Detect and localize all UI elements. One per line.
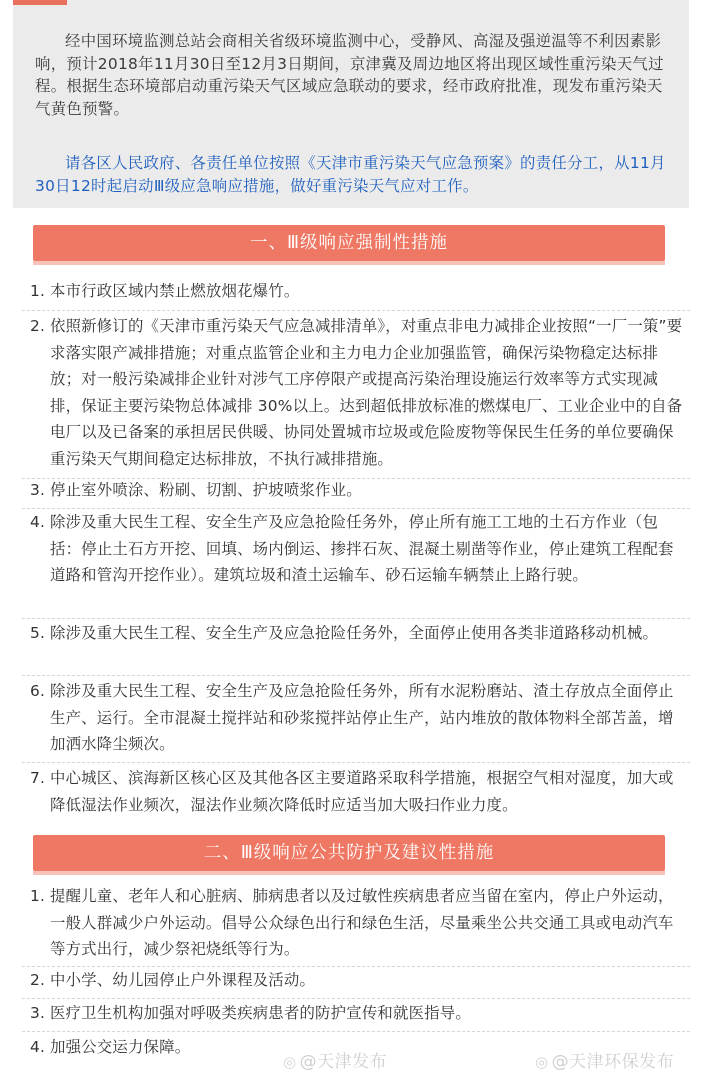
item-text: 除涉及重大民生工程、安全生产及应急抢险任务外，所有水泥粉磨站、渣土存放点全面停止生产、运行。全市混凝土搅拌站和砂浆搅拌站停止生产，站内堆放的散体物料全部苫盖，增加洒水降尘频次。 [50,682,674,754]
item-text: 中小学、幼儿园停止户外课程及活动。 [50,971,316,989]
item-number: 2. [30,317,46,335]
item-text: 依照新修订的《天津市重污染天气应急减排清单》，对重点非电力减排企业按照“一厂一策”要求落实限产减排措施；对重点监管企业和主力电力企业加强监管，确保污染物稳定达标排放；对一般污染减排企业针对涉气工序停限产或提高污染治理设施运行效率等方式实现减排，保证主要污染物总体减排 30%以上。达到超低排放标准的燃煤电厂、工业企业中的自备电厂以及已备案的承担居民供暖、协同处置城市垃圾或危险废物等保民生任务的单位要确保重污染天气期间稳定达标排放，不执行减排措施。 [50,317,683,468]
item-number: 4. [30,1038,46,1056]
item-text: 加强公交运力保障。 [50,1038,191,1056]
list-item [30,678,688,758]
list-item [30,1000,688,1027]
section-2-title: 二、Ⅲ级响应公共防护及建议性措施 [33,835,665,871]
list-item [30,967,688,994]
item-text: 除涉及重大民生工程、安全生产及应急抢险任务外，全面停止使用各类非道路移动机械。 [50,624,659,642]
watermark-right-text: @天津环保发布 [551,1052,675,1072]
list-item [30,278,688,305]
item-text: 除涉及重大民生工程、安全生产及应急抢险任务外，停止所有施工工地的土石方作业（包括：停止土石方开挖、回填、场内倒运、掺拌石灰、混凝土剔凿等作业，停止建筑工程配套道路和管沟开挖作业）。建筑垃圾和渣土运输车、砂石运输车辆禁止上路行驶。 [50,513,674,585]
intro-box [13,0,689,208]
item-text: 本市行政区域内禁止燃放烟花爆竹。 [50,282,300,300]
item-text: 医疗卫生机构加强对呼吸类疾病患者的防护宣传和就医指导。 [50,1004,471,1022]
accent-bar [13,0,67,5]
divider [22,310,690,311]
weibo-icon: ◎ [283,1053,297,1071]
item-number: 1. [30,282,46,300]
weibo-icon: ◎ [535,1053,549,1071]
list-item [30,620,688,647]
watermark-left-text: @天津发布 [299,1052,388,1072]
divider [22,1031,690,1032]
item-number: 6. [30,682,46,700]
watermark-left [283,1047,387,1072]
divider [22,762,690,763]
list-item [30,883,688,963]
intro-paragraph-2: 请各区人民政府、各责任单位按照《天津市重污染天气应急预案》的责任分工，从11月30日12时起启动Ⅲ级应急响应措施，做好重污染天气应对工作。 [35,154,666,195]
item-number: 1. [30,887,46,905]
section-1-title-shadow [33,261,665,265]
watermark-right [535,1047,674,1072]
list-item [30,477,688,504]
item-number: 3. [30,481,46,499]
item-text: 停止室外喷涂、粉刷、切割、护坡喷浆作业。 [50,481,362,499]
item-number: 4. [30,513,46,531]
item-number: 3. [30,1004,46,1022]
section-1-title: 一、Ⅲ级响应强制性措施 [33,225,665,261]
divider [22,675,690,676]
intro-paragraph-1: 经中国环境监测总站会商相关省级环境监测中心，受静风、高湿及强逆温等不利因素影响，预计2018年11月30日至12月3日期间，京津冀及周边地区将出现区域性重污染天气过程。根据生态环境部启动重污染天气区域应急联动的要求，经市政府批准，现发布重污染天气黄色预警。 [35,32,664,118]
item-number: 2. [30,971,46,989]
list-item [30,765,688,818]
item-number: 7. [30,769,46,787]
item-text: 中心城区、滨海新区核心区及其他各区主要道路采取科学措施，根据空气相对湿度，加大或降低湿法作业频次，湿法作业频次降低时应适当加大吸扫作业力度。 [50,769,674,814]
item-text: 提醒儿童、老年人和心脏病、肺病患者以及过敏性疾病患者应当留在室内，停止户外运动，一般人群减少户外运动。倡导公众绿色出行和绿色生活，尽量乘坐公共交通工具或电动汽车等方式出行，减少祭祀烧纸等行为。 [50,887,674,959]
list-item [30,313,688,473]
section-2-title-shadow [33,871,665,875]
item-number: 5. [30,624,46,642]
divider [22,618,690,619]
divider [22,998,690,999]
list-item [30,509,688,589]
